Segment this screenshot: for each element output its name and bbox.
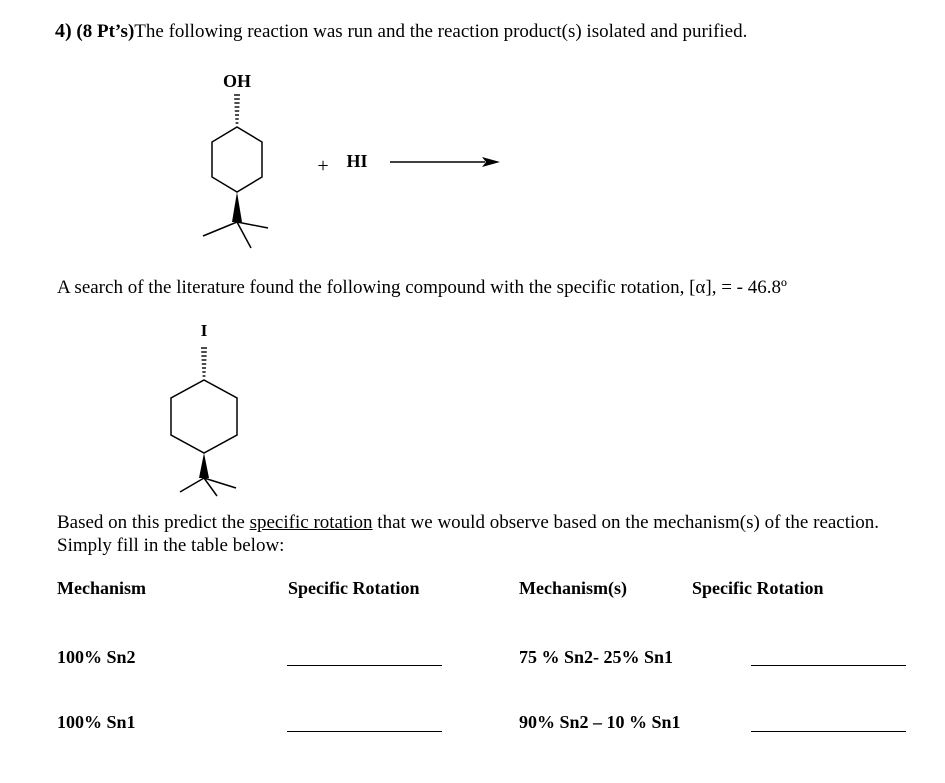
cyclohexane-ring-iodo [171, 380, 237, 453]
reagent-label: HI [346, 151, 368, 171]
row1-mechanism-right: 75 % Sn2- 25% Sn1 [519, 647, 674, 667]
tert-butyl-group [203, 222, 268, 248]
plus-sign: + [317, 155, 329, 177]
header-specific-rotation-right: Specific Rotation [692, 578, 824, 598]
instruction-line-1 [57, 512, 879, 534]
solid-wedge-bond-iodo [199, 453, 209, 478]
instruction-line-2: Simply fill in the table below: [57, 535, 285, 556]
header-mechanisms: Mechanism(s) [519, 578, 627, 598]
header-mechanism: Mechanism [57, 578, 146, 598]
hashed-wedge-bond [234, 95, 240, 123]
iodo-group-label: I [200, 321, 208, 340]
instruction-text-b: that we would observe based on the mechanism(s) of the reaction. [372, 512, 880, 533]
row2-mechanism-left: 100% Sn1 [57, 712, 136, 732]
instruction-text-a: Based on this predict the [57, 512, 250, 533]
row2-mechanism-right: 90% Sn2 – 10 % Sn1 [519, 712, 681, 732]
question-points: (8 Pt’s) [76, 21, 135, 42]
row1-answer-blank-left[interactable] [287, 665, 442, 666]
cyclohexane-ring [212, 127, 262, 192]
reactant-structure [203, 71, 268, 248]
row1-mechanism-left: 100% Sn2 [57, 647, 136, 667]
solid-wedge-bond [232, 192, 242, 222]
reaction-scheme [0, 0, 945, 270]
specific-rotation-underlined: specific rotation [249, 512, 373, 533]
row2-answer-blank-right[interactable] [751, 731, 906, 732]
tert-butyl-group-iodo [180, 478, 236, 496]
hashed-wedge-bond-iodo [201, 348, 207, 376]
header-specific-rotation-left: Specific Rotation [288, 578, 420, 598]
question-number: 4) [55, 20, 72, 42]
question-text: The following reaction was run and the reaction product(s) isolated and purified. [134, 21, 748, 42]
row2-answer-blank-left[interactable] [287, 731, 442, 732]
literature-statement: A search of the literature found the following compound with the specific rotation, [α], = - 46.8º [57, 277, 787, 298]
row1-answer-blank-right[interactable] [751, 665, 906, 666]
hydroxyl-group-label: OH [222, 71, 252, 91]
literature-compound-structure [140, 318, 270, 498]
reaction-arrow [390, 157, 500, 167]
